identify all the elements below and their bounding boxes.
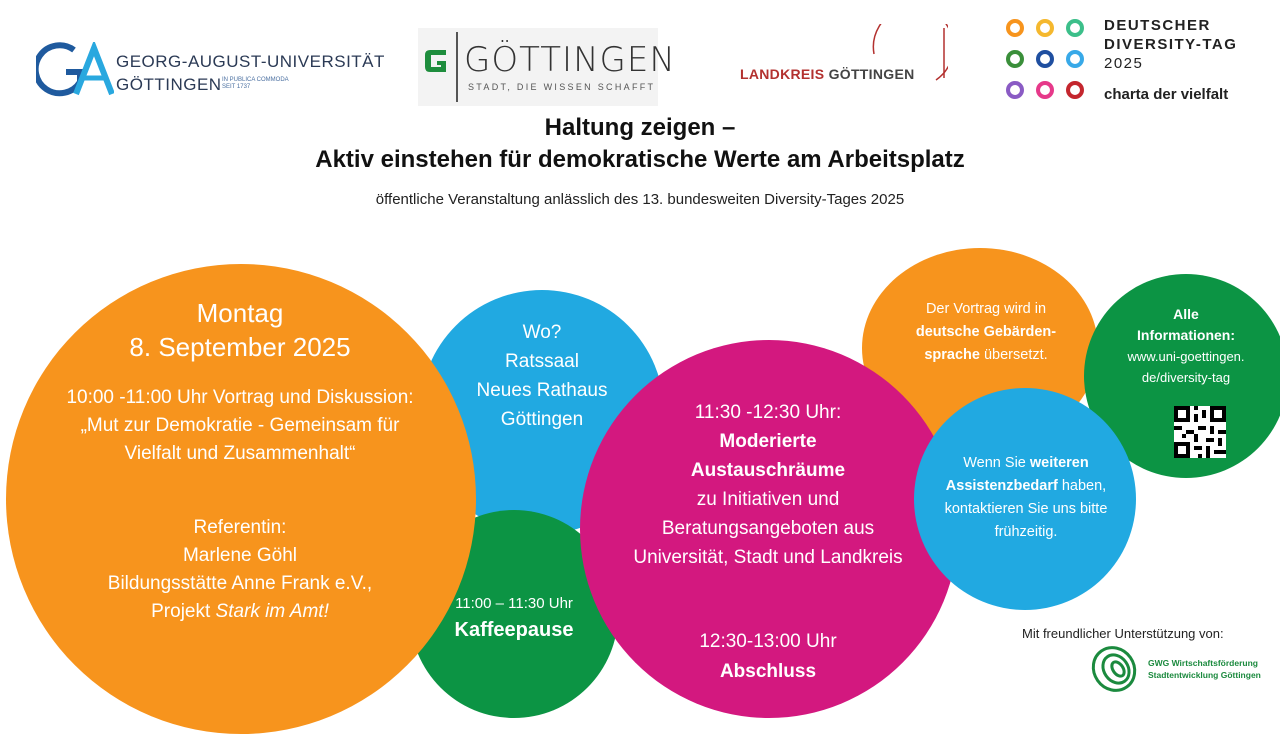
- event-date: 8. September 2025: [129, 332, 351, 362]
- location-question: Wo?: [522, 322, 562, 343]
- landkreis-dark: GÖTTINGEN: [828, 66, 915, 82]
- gwg-name: [1148, 657, 1261, 681]
- title-line1: Haltung zeigen –: [544, 114, 736, 141]
- event-date-block: [70, 296, 410, 364]
- closing-label: Abschluss: [719, 661, 817, 682]
- info-title: Alle Informationen:: [1137, 306, 1235, 343]
- ring-icon: [1066, 19, 1084, 37]
- exchange-bold2: Austauschräume: [690, 460, 846, 481]
- break-label: Kaffeepause: [454, 619, 574, 641]
- location-city: Göttingen: [500, 409, 584, 430]
- location-building: Neues Rathaus: [476, 380, 608, 401]
- landkreis-logo: [738, 24, 952, 114]
- talk-block: [60, 384, 420, 468]
- assistance-text: [944, 452, 1108, 544]
- event-day: Montag: [196, 298, 284, 328]
- charta-der-vielfalt: charta der vielfalt: [1104, 86, 1229, 103]
- assist-bold: weiteren Assistenzbedarf: [945, 455, 1089, 494]
- sign-pre: Der Vortrag wird in: [925, 301, 1047, 317]
- exchange-bold1: Moderierte: [719, 431, 817, 452]
- university-logo: [36, 42, 385, 102]
- speaker-block: [60, 514, 420, 626]
- talk-time: 10:00 -11:00 Uhr Vortrag und Diskussion:: [66, 387, 414, 408]
- diversity-title-line1: DEUTSCHER: [1104, 17, 1211, 34]
- gwg-line1: GWG Wirtschaftsförderung: [1148, 658, 1258, 668]
- ring-icon: [1006, 50, 1024, 68]
- qr-code-icon[interactable]: [1174, 406, 1226, 458]
- ring-icon: [1036, 19, 1054, 37]
- break-time: 11:00 – 11:30 Uhr: [455, 595, 573, 612]
- diversity-tag-title: [1104, 16, 1237, 54]
- speaker-name: Marlene Göhl: [182, 545, 298, 566]
- sign-post: übersetzt.: [979, 347, 1048, 363]
- speaker-label: Referentin:: [193, 517, 287, 538]
- location-block: [452, 318, 632, 434]
- landkreis-name: [740, 66, 915, 82]
- university-name-line1: GEORG-AUGUST-UNIVERSITÄT: [116, 52, 385, 71]
- gwg-line2: Stadtentwicklung Göttingen: [1148, 670, 1261, 680]
- location-room: Ratssaal: [505, 351, 579, 372]
- university-motto: IN PUBLICA COMMODA SEIT 1737: [222, 77, 289, 90]
- ring-icon: [1006, 19, 1024, 37]
- ring-icon: [1066, 50, 1084, 68]
- university-ga-emblem-icon: [36, 42, 114, 102]
- city-tagline: STADT, DIE WISSEN SCHAFFT: [468, 82, 656, 92]
- sign-bold: deutsche Gebärden-sprache: [915, 324, 1057, 363]
- break-block: [428, 594, 600, 644]
- title-line2: Aktiv einstehen für demokratische Werte am Arbeitsplatz: [315, 146, 965, 173]
- gwg-logo-icon: [1088, 644, 1144, 694]
- ring-icon: [1066, 81, 1084, 99]
- city-logo: [418, 28, 676, 106]
- city-divider: [456, 32, 458, 102]
- page-subtitle: öffentliche Veranstaltung anlässlich des 13. bundesweiten Diversity-Tages 2025: [375, 191, 905, 208]
- ring-icon: [1036, 81, 1054, 99]
- support-text: Mit freundlicher Unterstützung von:: [1022, 626, 1224, 641]
- assist-post: haben, kontaktieren Sie uns bitte frühzeitig.: [944, 478, 1108, 540]
- ring-icon: [1006, 81, 1024, 99]
- speaker-org: Bildungsstätte Anne Frank e.V.,: [107, 573, 373, 594]
- closing-block: [652, 627, 884, 687]
- closing-time: 12:30-13:00 Uhr: [699, 631, 837, 652]
- diversity-year: 2025: [1104, 55, 1144, 72]
- university-name-line2: GÖTTINGEN: [116, 75, 222, 94]
- sign-language-text: [900, 298, 1072, 367]
- city-name: GÖTTINGEN: [464, 40, 676, 80]
- assist-pre: Wenn Sie: [963, 455, 1030, 471]
- landkreis-red: LANDKREIS: [740, 66, 825, 82]
- project-line: [60, 598, 420, 626]
- exchange-block: [632, 398, 904, 572]
- page-title: [0, 112, 1280, 176]
- info-url[interactable]: www.uni-goettingen.de/diversity-tag: [1127, 349, 1245, 385]
- info-block: [1124, 304, 1248, 388]
- ring-icon: [1036, 50, 1054, 68]
- diversity-title-line2: DIVERSITY-TAG: [1104, 36, 1238, 53]
- project-prefix: Projekt: [151, 601, 216, 622]
- city-emblem-icon: [422, 46, 450, 76]
- talk-title: „Mut zur Demokratie - Gemeinsam für Vielfalt und Zusammenhalt“: [80, 415, 400, 464]
- exchange-time: 11:30 -12:30 Uhr:: [694, 402, 842, 423]
- project-name: Stark im Amt!: [215, 601, 329, 622]
- exchange-description: zu Initiativen und Beratungsangeboten aus Universität, Stadt und Landkreis: [633, 489, 903, 568]
